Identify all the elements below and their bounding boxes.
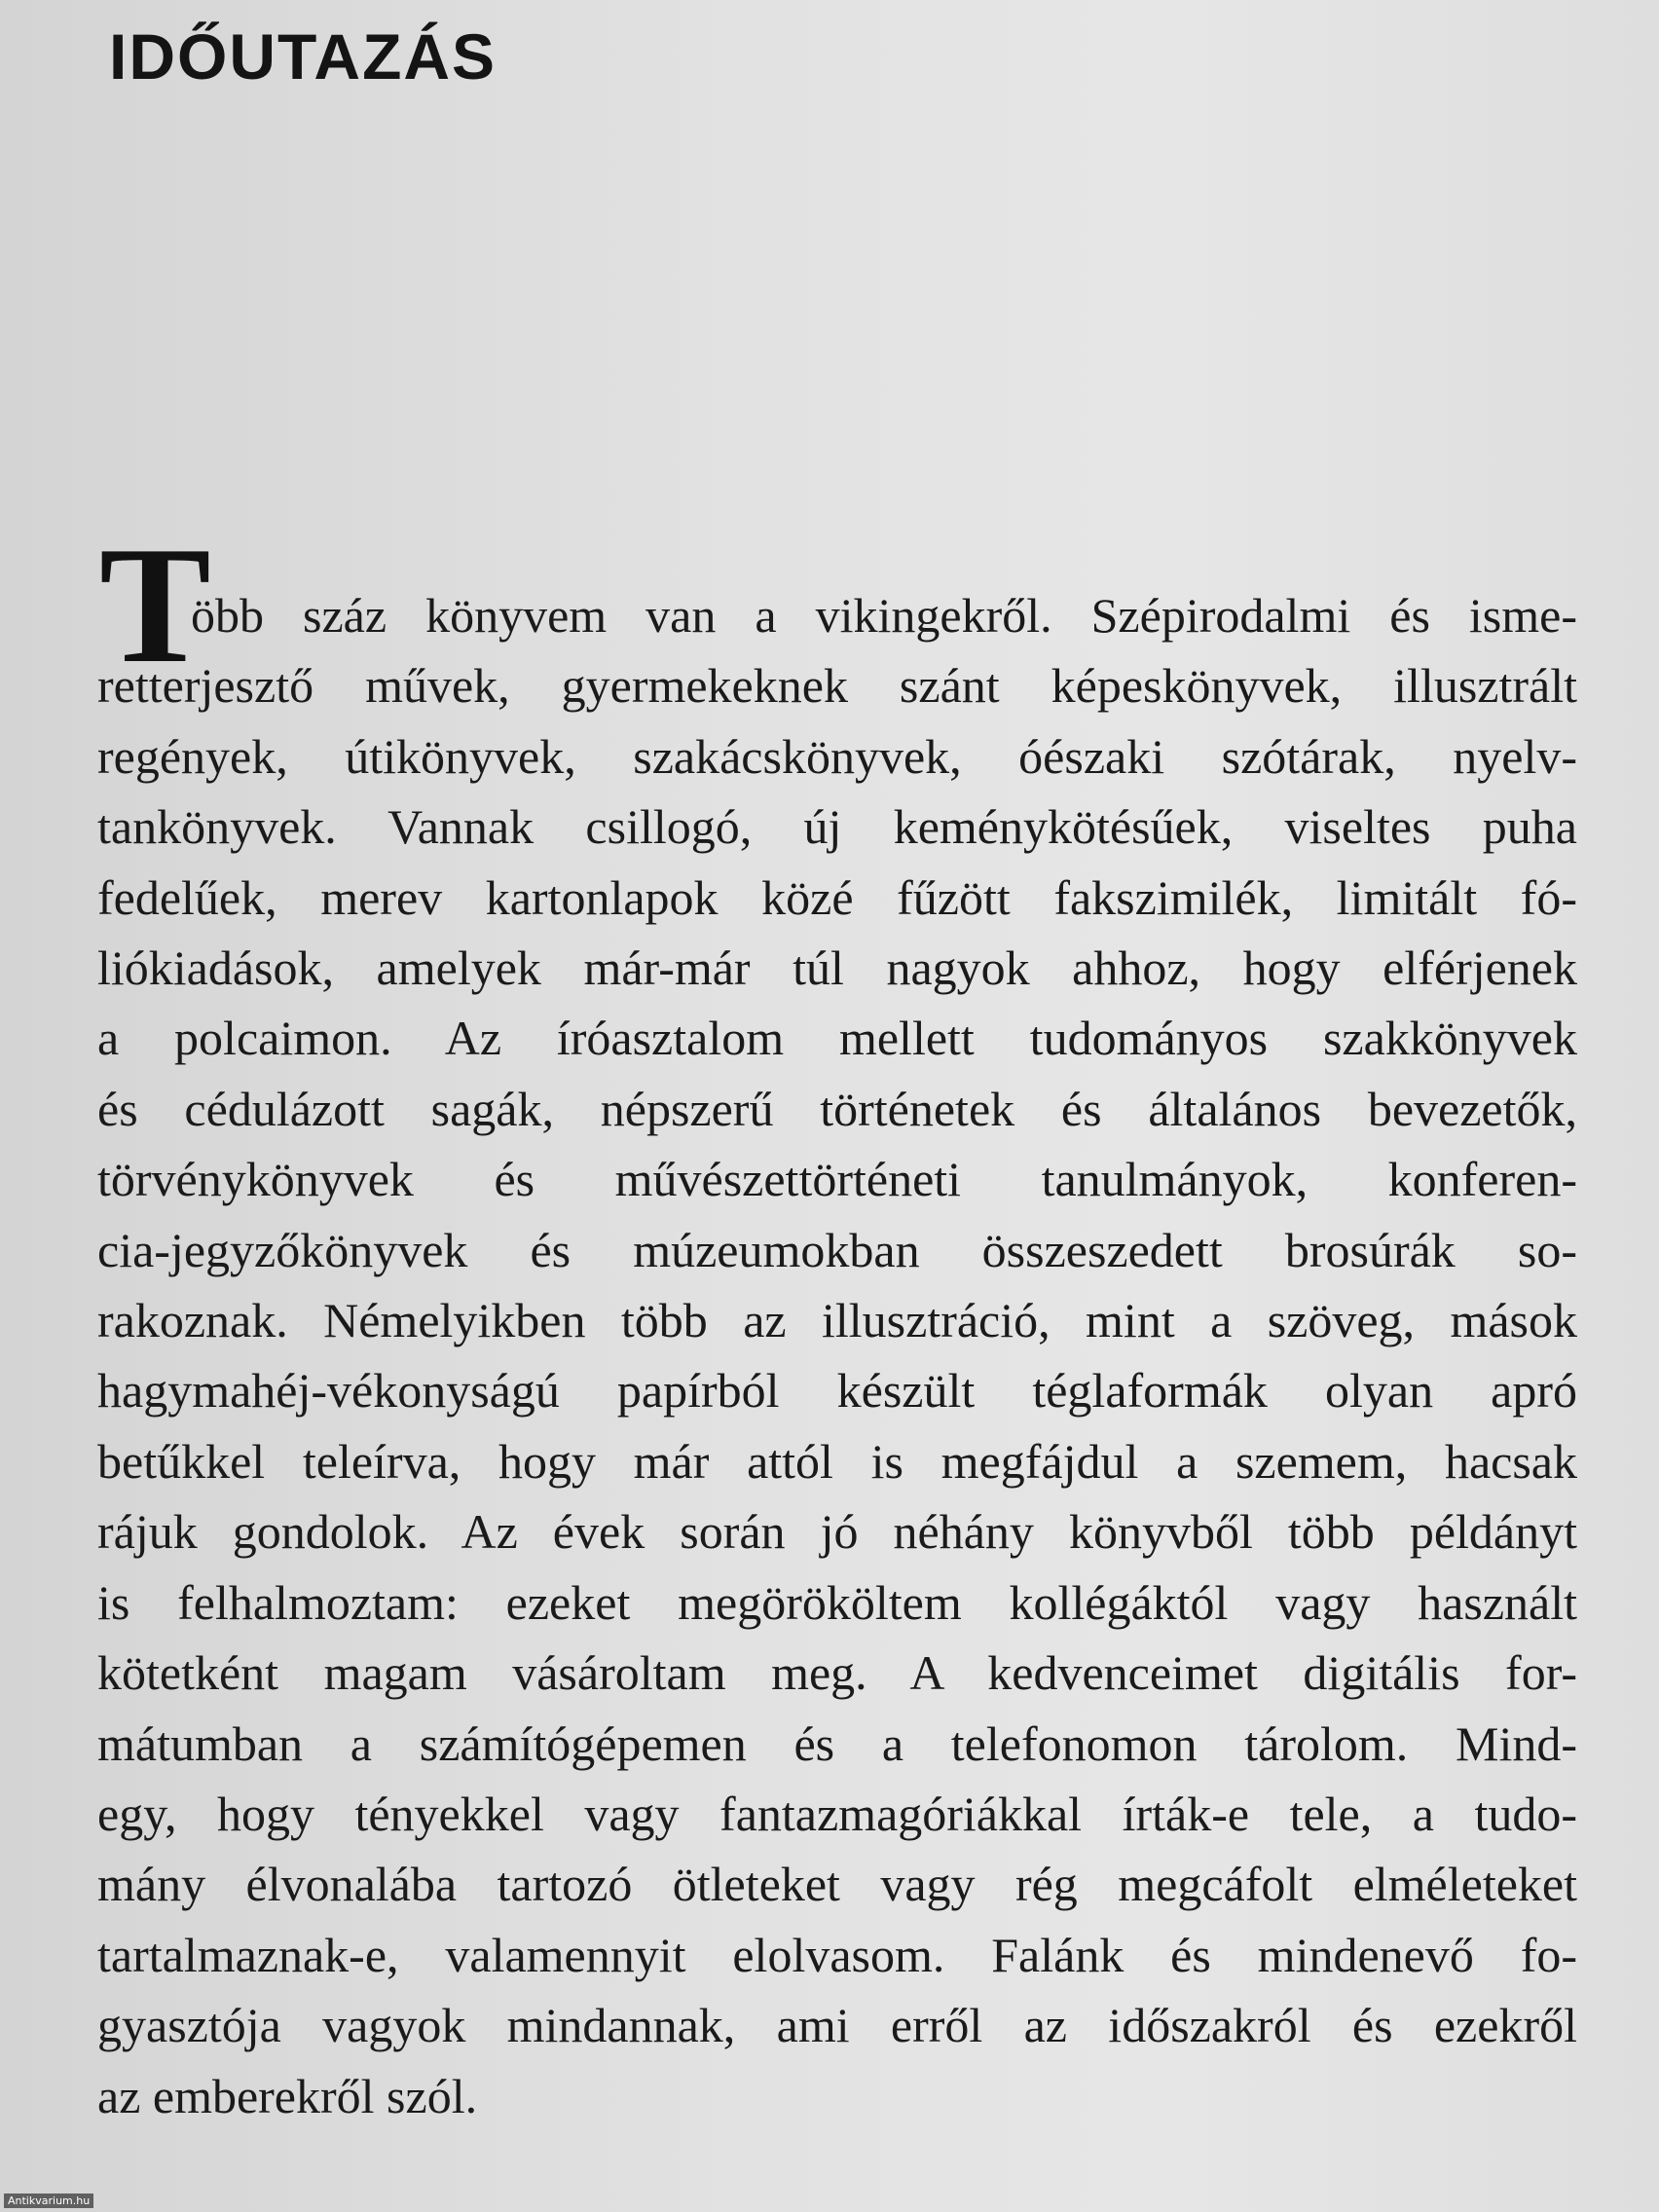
text-line: retterjesztő művek, gyermekeknek szánt képeskönyvek, illusztrált [97, 658, 1577, 714]
text-line: fedelűek, merev kartonlapok közé fűzött fakszimilék, limitált fó- [97, 869, 1577, 925]
text-line: rakoznak. Némelyikben több az illusztráció, mint a szöveg, mások [97, 1293, 1577, 1348]
text-line: a polcaimon. Az íróasztalom mellett tudományos szakkönyvek [97, 1011, 1577, 1066]
text-line: is felhalmoztam: ezeket megörököltem kollégáktól vagy használt [97, 1574, 1577, 1630]
text-line: regények, útikönyvek, szakácskönyvek, óészaki szótárak, nyelv- [97, 728, 1577, 784]
text-line: tartalmaznak-e, valamennyit elolvasom. Falánk és mindenevő fo- [97, 1927, 1577, 1982]
text-line: mány élvonalába tartozó ötleteket vagy rég megcáfolt elméleteket [97, 1857, 1577, 1912]
text-line: hagymahéj-vékonyságú papírból készült téglaformák olyan apró [97, 1363, 1577, 1419]
text-line: betűkkel teleírva, hogy már attól is megfájdul a szemem, hacsak [97, 1433, 1577, 1489]
text-line: öbb száz könyvem van a vikingekről. Szépirodalmi és isme- [191, 588, 1577, 643]
text-line: rájuk gondolok. Az évek során jó néhány könyvből több példányt [97, 1504, 1577, 1560]
chapter-title: IDŐUTAZÁS [109, 20, 498, 92]
drop-cap: T [99, 513, 211, 698]
text-line: törvénykönyvek és művészettörténeti tanulmányok, konferen- [97, 1152, 1577, 1207]
text-line: cia-jegyzőkönyvek és múzeumokban összeszedett brosúrák so- [97, 1222, 1577, 1277]
text-line: kötetként magam vásároltam meg. A kedvenceimet digitális for- [97, 1645, 1577, 1701]
text-line: egy, hogy tényekkel vagy fantazmagóriákkal írták-e tele, a tudo- [97, 1786, 1577, 1841]
body-paragraph [97, 580, 1577, 2131]
text-line: az emberekről szól. [97, 2068, 478, 2123]
text-line: tankönyvek. Vannak csillogó, új keménykötésűek, viseltes puha [97, 799, 1577, 855]
text-line: gyasztója vagyok mindannak, ami erről az időszakról és ezekről [97, 1998, 1577, 2053]
text-line: mátumban a számítógépemen és a telefonomon tárolom. Mind- [97, 1715, 1577, 1771]
text-line: liókiadások, amelyek már-már túl nagyok ahhoz, hogy elférjenek [97, 940, 1577, 996]
watermark: Antikvarium.hu [4, 2194, 93, 2208]
text-line: és cédulázott sagák, népszerű történetek és általános bevezetők, [97, 1081, 1577, 1136]
